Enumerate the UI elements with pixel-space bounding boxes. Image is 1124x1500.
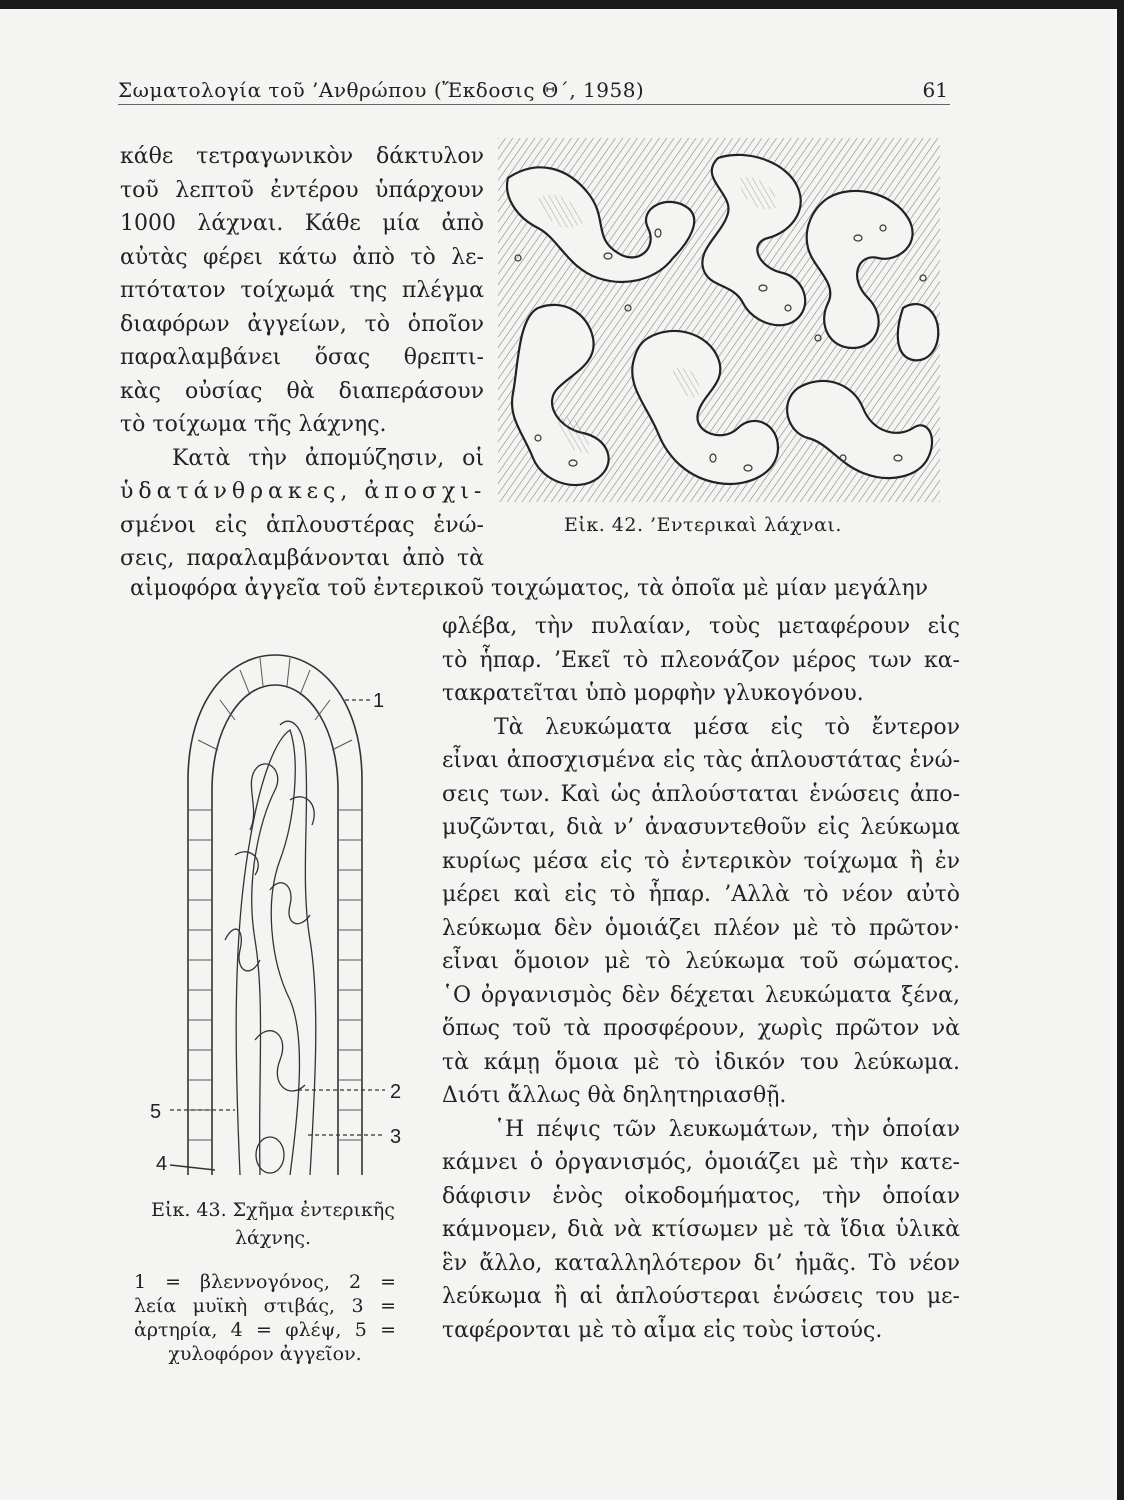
legend-line: λεία μυϊκὴ στιβάς, 3 =: [134, 1295, 396, 1317]
text-line: τακρατεῖται ὑπὸ μορφὴν γλυκογόνου.: [442, 681, 864, 706]
legend-line: 1 = βλεννογόνος, 2 =: [134, 1271, 396, 1293]
full-width-text-line: αἱμοφόρα ἀγγεῖα τοῦ ἐντερικοῦ τοιχώματος, τὰ ὁποῖα μὲ μίαν μεγάλην: [130, 576, 929, 601]
text-line: ῾Η πέψις τῶν λευκωμάτων, τὴν ὁποίαν: [494, 1116, 960, 1142]
text-line: κυρίως μέσα εἰς τὸ ἐντερικὸν τοίχωμα ἢ ἐν: [442, 848, 960, 874]
text-line: τοῦ λεπτοῦ ἐντέρου ὑπάρχουν: [120, 177, 484, 203]
text-line: ἓν ἄλλο, καταλληλότερον δι’ ἡμᾶς. Τὸ νέον: [442, 1250, 960, 1276]
scan-border-top: [0, 0, 1124, 9]
text-line: δάφισιν ἑνὸς οἰκοδομήματος, τὴν ὁποίαν: [442, 1183, 960, 1209]
scan-border-right: [1117, 0, 1124, 1500]
text-line: Διότι ἄλλως θὰ δηλητηριασθῇ.: [442, 1083, 787, 1108]
text-line: εἶναι ὅμοιον μὲ τὸ λεύκωμα τοῦ σώματος.: [442, 949, 960, 974]
text-line: μυζῶνται, διὰ ν’ ἀνασυντεθοῦν εἰς λεύκωμα: [442, 815, 960, 840]
villus-schematic-figure: [140, 640, 410, 1180]
text-line: σμένοι εἰς ἁπλουστέρας ἑνώ-: [120, 512, 484, 538]
text-line: κάθε τετραγωνικὸν δάκτυλον: [120, 144, 484, 169]
text-line: τὰ κάμῃ ὅμοια μὲ τὸ ἰδικόν του λεύκωμα.: [442, 1049, 960, 1075]
text-line: λεύκωμα δὲν ὁμοιάζει πλέον μὲ τὸ πρῶτον·: [442, 915, 960, 941]
text-line: ὅπως τοῦ τὰ προσφέρουν, χωρὶς πρῶτον νὰ: [442, 1016, 960, 1041]
text-line: εἶναι ἀποσχισμένα εἰς τὰς ἁπλουστάτας ἑνώ-: [442, 748, 960, 773]
text-line: ταφέρονται μὲ τὸ αἷμα εἰς τοὺς ἱστούς.: [442, 1317, 883, 1343]
legend-line: χυλοφόρον ἀγγεῖον.: [168, 1343, 362, 1365]
intestinal-villi-figure: [498, 138, 940, 502]
left-text-column: [120, 140, 487, 576]
text-line: αὐτὰς φέρει κάτω ἀπὸ τὸ λε-: [120, 244, 484, 270]
text-line: Τὰ λευκώματα μέσα εἰς τὸ ἔντερον: [494, 714, 960, 740]
legend-line: ἀρτηρία, 4 = φλέψ, 5 =: [134, 1319, 396, 1341]
running-title: Σωματολογία τοῦ ’Ανθρώπου (Ἔκδοσις Θ΄, 1958): [118, 78, 645, 102]
label-4: 4: [156, 1153, 168, 1175]
text-line: σεις των. Καὶ ὡς ἁπλούσταται ἑνώσεις ἀπο-: [442, 781, 960, 807]
text-line: κὰς οὐσίας θὰ διαπεράσουν: [120, 378, 484, 404]
text-line: τὸ ἧπαρ. ’Εκεῖ τὸ πλεονάζον μέρος των κα-: [442, 647, 960, 673]
text-line: παραλαμβάνει ὅσας θρεπτι-: [120, 345, 484, 370]
text-line: τὸ τοίχωμα τῆς λάχνης.: [120, 412, 387, 437]
label-2: 2: [390, 1081, 402, 1103]
text-line: μέρει καὶ εἰς τὸ ἧπαρ. ’Αλλὰ τὸ νέον αὐτὸ: [442, 882, 960, 907]
figure-43-caption: Εἰκ. 43. Σχῆμα ἐντερικῆς λάχνης.: [151, 1199, 395, 1249]
text-line: κάμνει ὁ ὀργανισμός, ὁμοιάζει μὲ τὴν κατε-: [442, 1150, 960, 1175]
text-line: ὑδατάνθρακες, ἀποσχι-: [120, 479, 487, 504]
text-line: Κατὰ τὴν ἀπομύζησιν, οἱ: [172, 445, 484, 471]
text-line: ῾Ο ὀργανισμὸς δὲν δέχεται λευκώματα ξένα,: [442, 982, 960, 1008]
page-header: [118, 74, 950, 105]
right-text-column: [442, 610, 960, 1347]
figure-43-legend: [134, 1270, 396, 1366]
figure-42-caption: Εἰκ. 42. ’Εντερικαὶ λάχναι.: [564, 514, 842, 536]
label-1: 1: [373, 690, 385, 712]
text-line: πτότατον τοίχωμά της πλέγμα: [120, 278, 484, 303]
text-line: φλέβα, τὴν πυλαίαν, τοὺς μεταφέρουν εἰς: [442, 614, 960, 639]
label-3: 3: [390, 1126, 402, 1148]
page-number: 61: [922, 78, 948, 102]
text-line: λεύκωμα ἢ αἱ ἁπλούστεραι ἑνώσεις του με-: [442, 1284, 960, 1309]
text-line: 1000 λάχναι. Κάθε μία ἀπὸ: [120, 211, 484, 236]
label-5: 5: [150, 1101, 162, 1123]
text-line: διαφόρων ἀγγείων, τὸ ὁποῖον: [120, 311, 484, 337]
text-line: σεις, παραλαμβάνονται ἀπὸ τὰ: [120, 546, 484, 571]
text-line: κάμνομεν, διὰ νὰ κτίσωμεν μὲ τὰ ἴδια ὑλικὰ: [442, 1217, 960, 1242]
